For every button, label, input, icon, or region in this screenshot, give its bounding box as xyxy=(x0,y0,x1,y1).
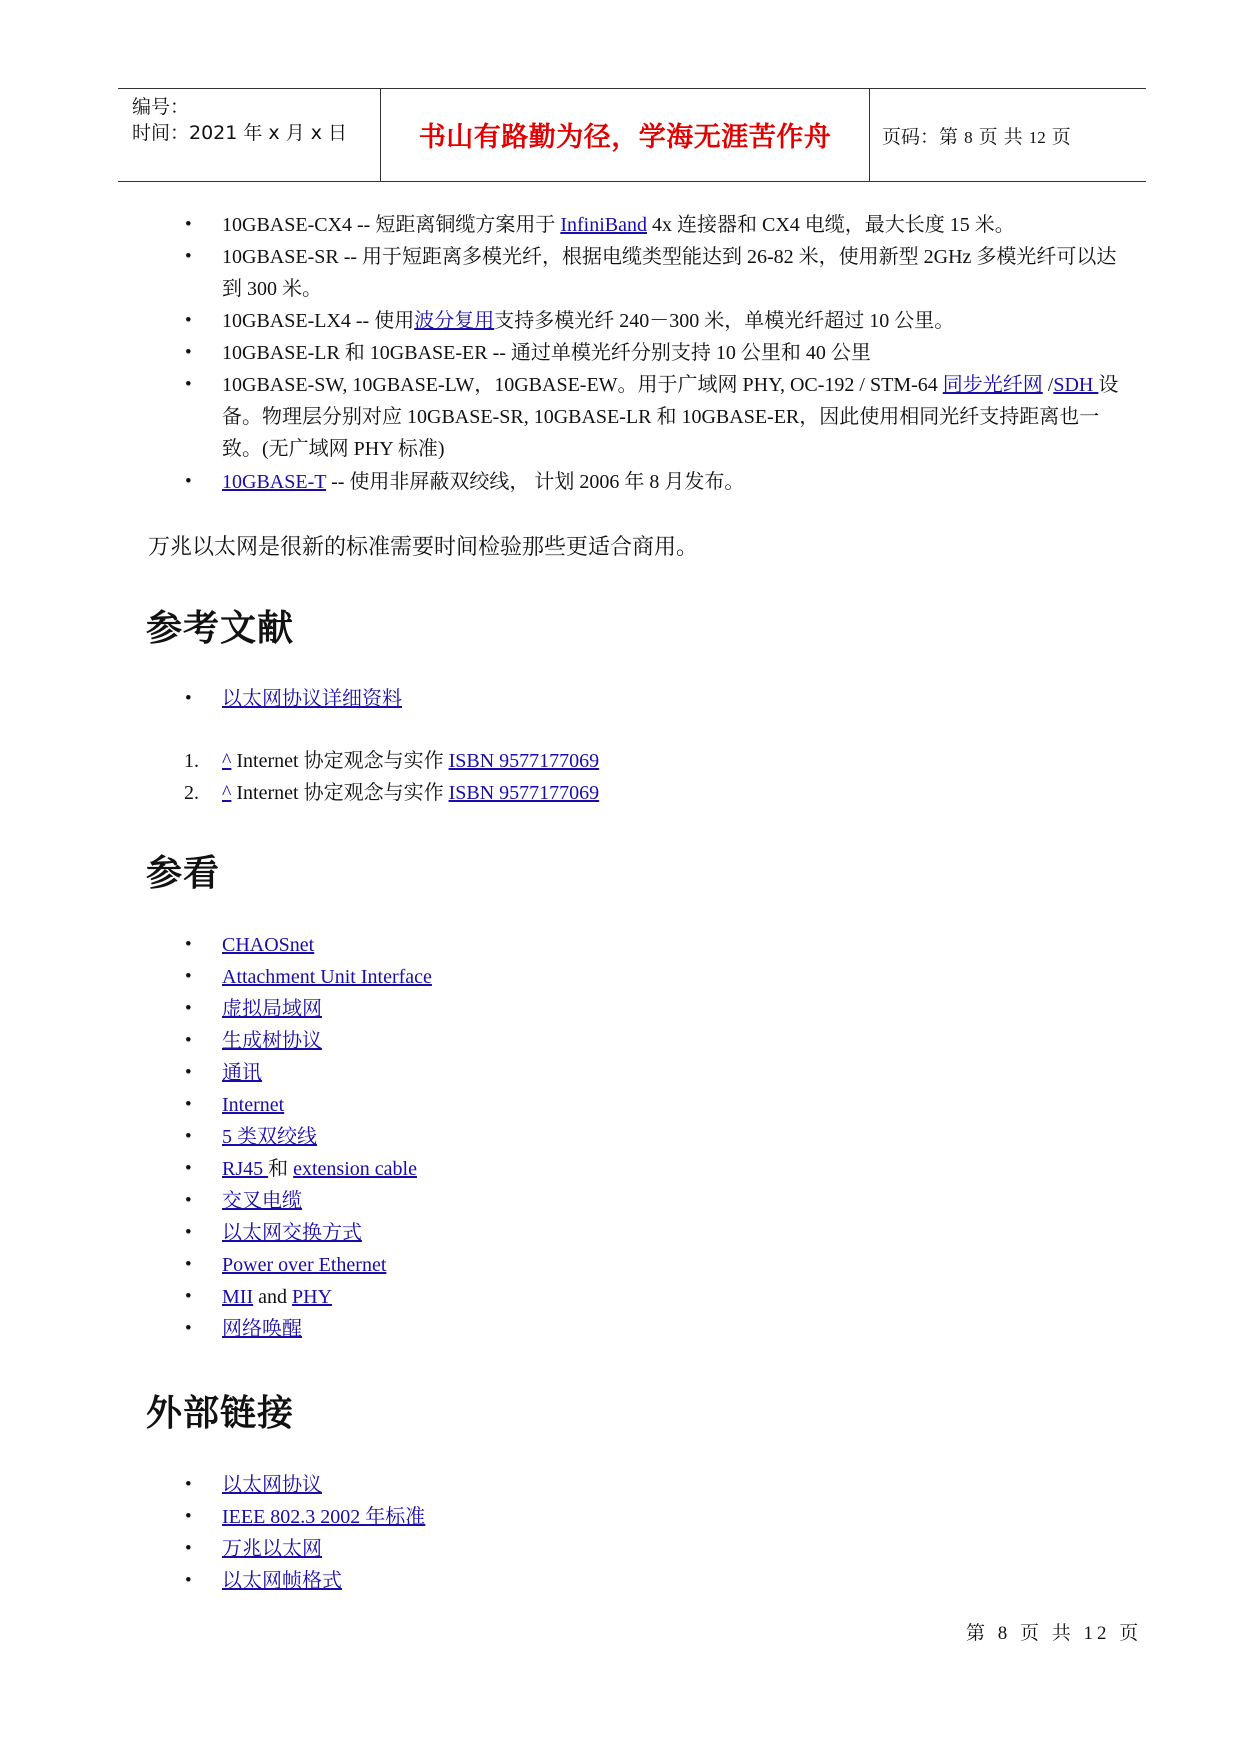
page-footer: 第 8 页 共 12 页 xyxy=(966,1623,1143,1644)
page-current: 8 xyxy=(964,128,973,147)
see-also-link[interactable]: 通讯 xyxy=(222,1062,262,1084)
list-item xyxy=(222,337,1132,369)
see-also-link[interactable]: RJ45 xyxy=(222,1158,269,1180)
header-page-cell xyxy=(868,89,1146,181)
list-item xyxy=(222,305,1132,337)
header-motto: 书山有路勤为径，学海无涯苦作舟 xyxy=(418,122,832,153)
item-text: 设备。物理层分别对应 10GBASE-SR, 10GBASE-LR 和 10GBASE-ER，因此使用相同光纤支持距离也一致。(无广域网 PHY 标准) xyxy=(222,374,1119,460)
item-text: 4x 连接器和 CX4 电缆，最大长度 15 米。 xyxy=(647,214,1015,236)
external-link[interactable]: 万兆以太网 xyxy=(222,1538,322,1560)
list-item xyxy=(222,1281,1132,1313)
list-item xyxy=(222,241,1132,305)
see-also-link[interactable]: Internet xyxy=(222,1094,285,1116)
external-link[interactable]: 以太网帧格式 xyxy=(222,1570,342,1592)
wdm-link[interactable]: 波分复用 xyxy=(414,310,495,332)
header-meta-cell xyxy=(118,89,380,181)
item-text: 和 xyxy=(268,1158,294,1180)
sonet-link[interactable]: 同步光纤网 xyxy=(942,374,1043,396)
isbn-link[interactable]: ISBN 9577177069 xyxy=(448,782,600,804)
document-number-label: 编号： xyxy=(132,96,190,118)
list-item xyxy=(222,466,1132,498)
list-item xyxy=(222,1313,1132,1345)
list-item xyxy=(222,1121,1132,1153)
list-item xyxy=(222,1057,1132,1089)
item-text: 10GBASE-SR -- 用于短距离多模光纤，根据电缆类型能达到 26-82 米，使用新型 2GHz 多模光纤可以达到 300 米。 xyxy=(222,246,1117,300)
see-also-link[interactable]: 网络唤醒 xyxy=(222,1318,302,1340)
list-item xyxy=(222,1089,1132,1121)
list-item xyxy=(222,961,1132,993)
item-text: 10GBASE-LR 和 10GBASE-ER -- 通过单模光纤分别支持 10 公里和 40 公里 xyxy=(222,342,871,364)
see-also-link[interactable]: Power over Ethernet xyxy=(222,1254,387,1276)
isbn-link[interactable]: ISBN 9577177069 xyxy=(448,750,600,772)
header-motto-cell xyxy=(380,89,870,181)
reference-text: Internet 协定观念与实作 xyxy=(231,750,449,772)
list-item xyxy=(222,1185,1132,1217)
item-text: 10GBASE-SW, 10GBASE-LW，10GBASE-EW。用于广域网 PHY, OC-192 / STM-64 xyxy=(222,374,943,396)
reference-item xyxy=(184,745,1132,777)
external-link[interactable]: 以太网协议 xyxy=(222,1474,322,1496)
see-also-link[interactable]: 虚拟局域网 xyxy=(222,998,322,1020)
see-also-link[interactable]: MII xyxy=(222,1286,254,1308)
external-links-heading: 外部链接 xyxy=(146,1393,295,1434)
see-also-link[interactable]: Attachment Unit Interface xyxy=(222,966,432,988)
10gbase-t-link[interactable]: 10GBASE-T xyxy=(222,471,327,493)
list-item xyxy=(222,1153,1132,1185)
list-item xyxy=(222,209,1132,241)
list-item xyxy=(222,1217,1132,1249)
item-text: 10GBASE-LX4 -- 使用 xyxy=(222,310,415,332)
sdh-link[interactable]: SDH xyxy=(1053,374,1099,396)
page-code-suffix: 页 xyxy=(1051,126,1071,148)
list-item xyxy=(222,1249,1132,1281)
item-text: and xyxy=(253,1286,292,1308)
references-heading: 参考文献 xyxy=(146,608,295,649)
reference-number: 2. xyxy=(184,782,199,804)
item-text: 支持多模光纤 240－300 米，单模光纤超过 10 公里。 xyxy=(494,310,955,332)
list-item xyxy=(222,683,1132,715)
document-time-label: 时间：2021 年 x 月 x 日 xyxy=(132,122,348,144)
external-link[interactable]: IEEE 802.3 2002 年标准 xyxy=(222,1506,426,1528)
see-also-link[interactable]: 以太网交换方式 xyxy=(222,1222,362,1244)
see-also-link[interactable]: extension cable xyxy=(293,1158,417,1180)
item-text: -- 使用非屏蔽双绞线， 计划 2006 年 8 月发布。 xyxy=(326,471,745,493)
see-also-link[interactable]: 生成树协议 xyxy=(222,1030,322,1052)
list-item xyxy=(222,1025,1132,1057)
see-also-link[interactable]: 交叉电缆 xyxy=(222,1190,302,1212)
reference-number: 1. xyxy=(184,750,199,772)
list-item xyxy=(222,369,1132,465)
see-also-link[interactable]: PHY xyxy=(292,1286,333,1308)
caret-backlink[interactable]: ^ xyxy=(222,782,232,804)
page-code-mid: 页 共 xyxy=(978,126,1023,148)
see-also-link[interactable]: CHAOSnet xyxy=(222,934,315,956)
list-item xyxy=(222,1501,1132,1533)
list-item xyxy=(222,1469,1132,1501)
reference-text: Internet 协定观念与实作 xyxy=(231,782,449,804)
see-also-heading: 参看 xyxy=(146,853,221,894)
summary-paragraph: 万兆以太网是很新的标准需要时间检验那些更适合商用。 xyxy=(148,534,699,559)
item-text: / xyxy=(1042,374,1054,396)
caret-backlink[interactable]: ^ xyxy=(222,750,232,772)
header-page-code xyxy=(882,122,1071,149)
page-code-prefix: 页码：第 xyxy=(882,126,959,148)
reference-item xyxy=(184,777,1132,809)
list-item xyxy=(222,929,1132,961)
page-header xyxy=(118,88,1146,182)
ethernet-protocol-details-link[interactable]: 以太网协议详细资料 xyxy=(222,688,402,710)
item-text: 10GBASE-CX4 -- 短距离铜缆方案用于 xyxy=(222,214,561,236)
see-also-link[interactable]: 5 类双绞线 xyxy=(222,1126,317,1148)
list-item xyxy=(222,993,1132,1025)
page-total: 12 xyxy=(1028,128,1046,147)
list-item xyxy=(222,1565,1132,1597)
infiniband-link[interactable]: InfiniBand xyxy=(560,214,647,236)
list-item xyxy=(222,1533,1132,1565)
